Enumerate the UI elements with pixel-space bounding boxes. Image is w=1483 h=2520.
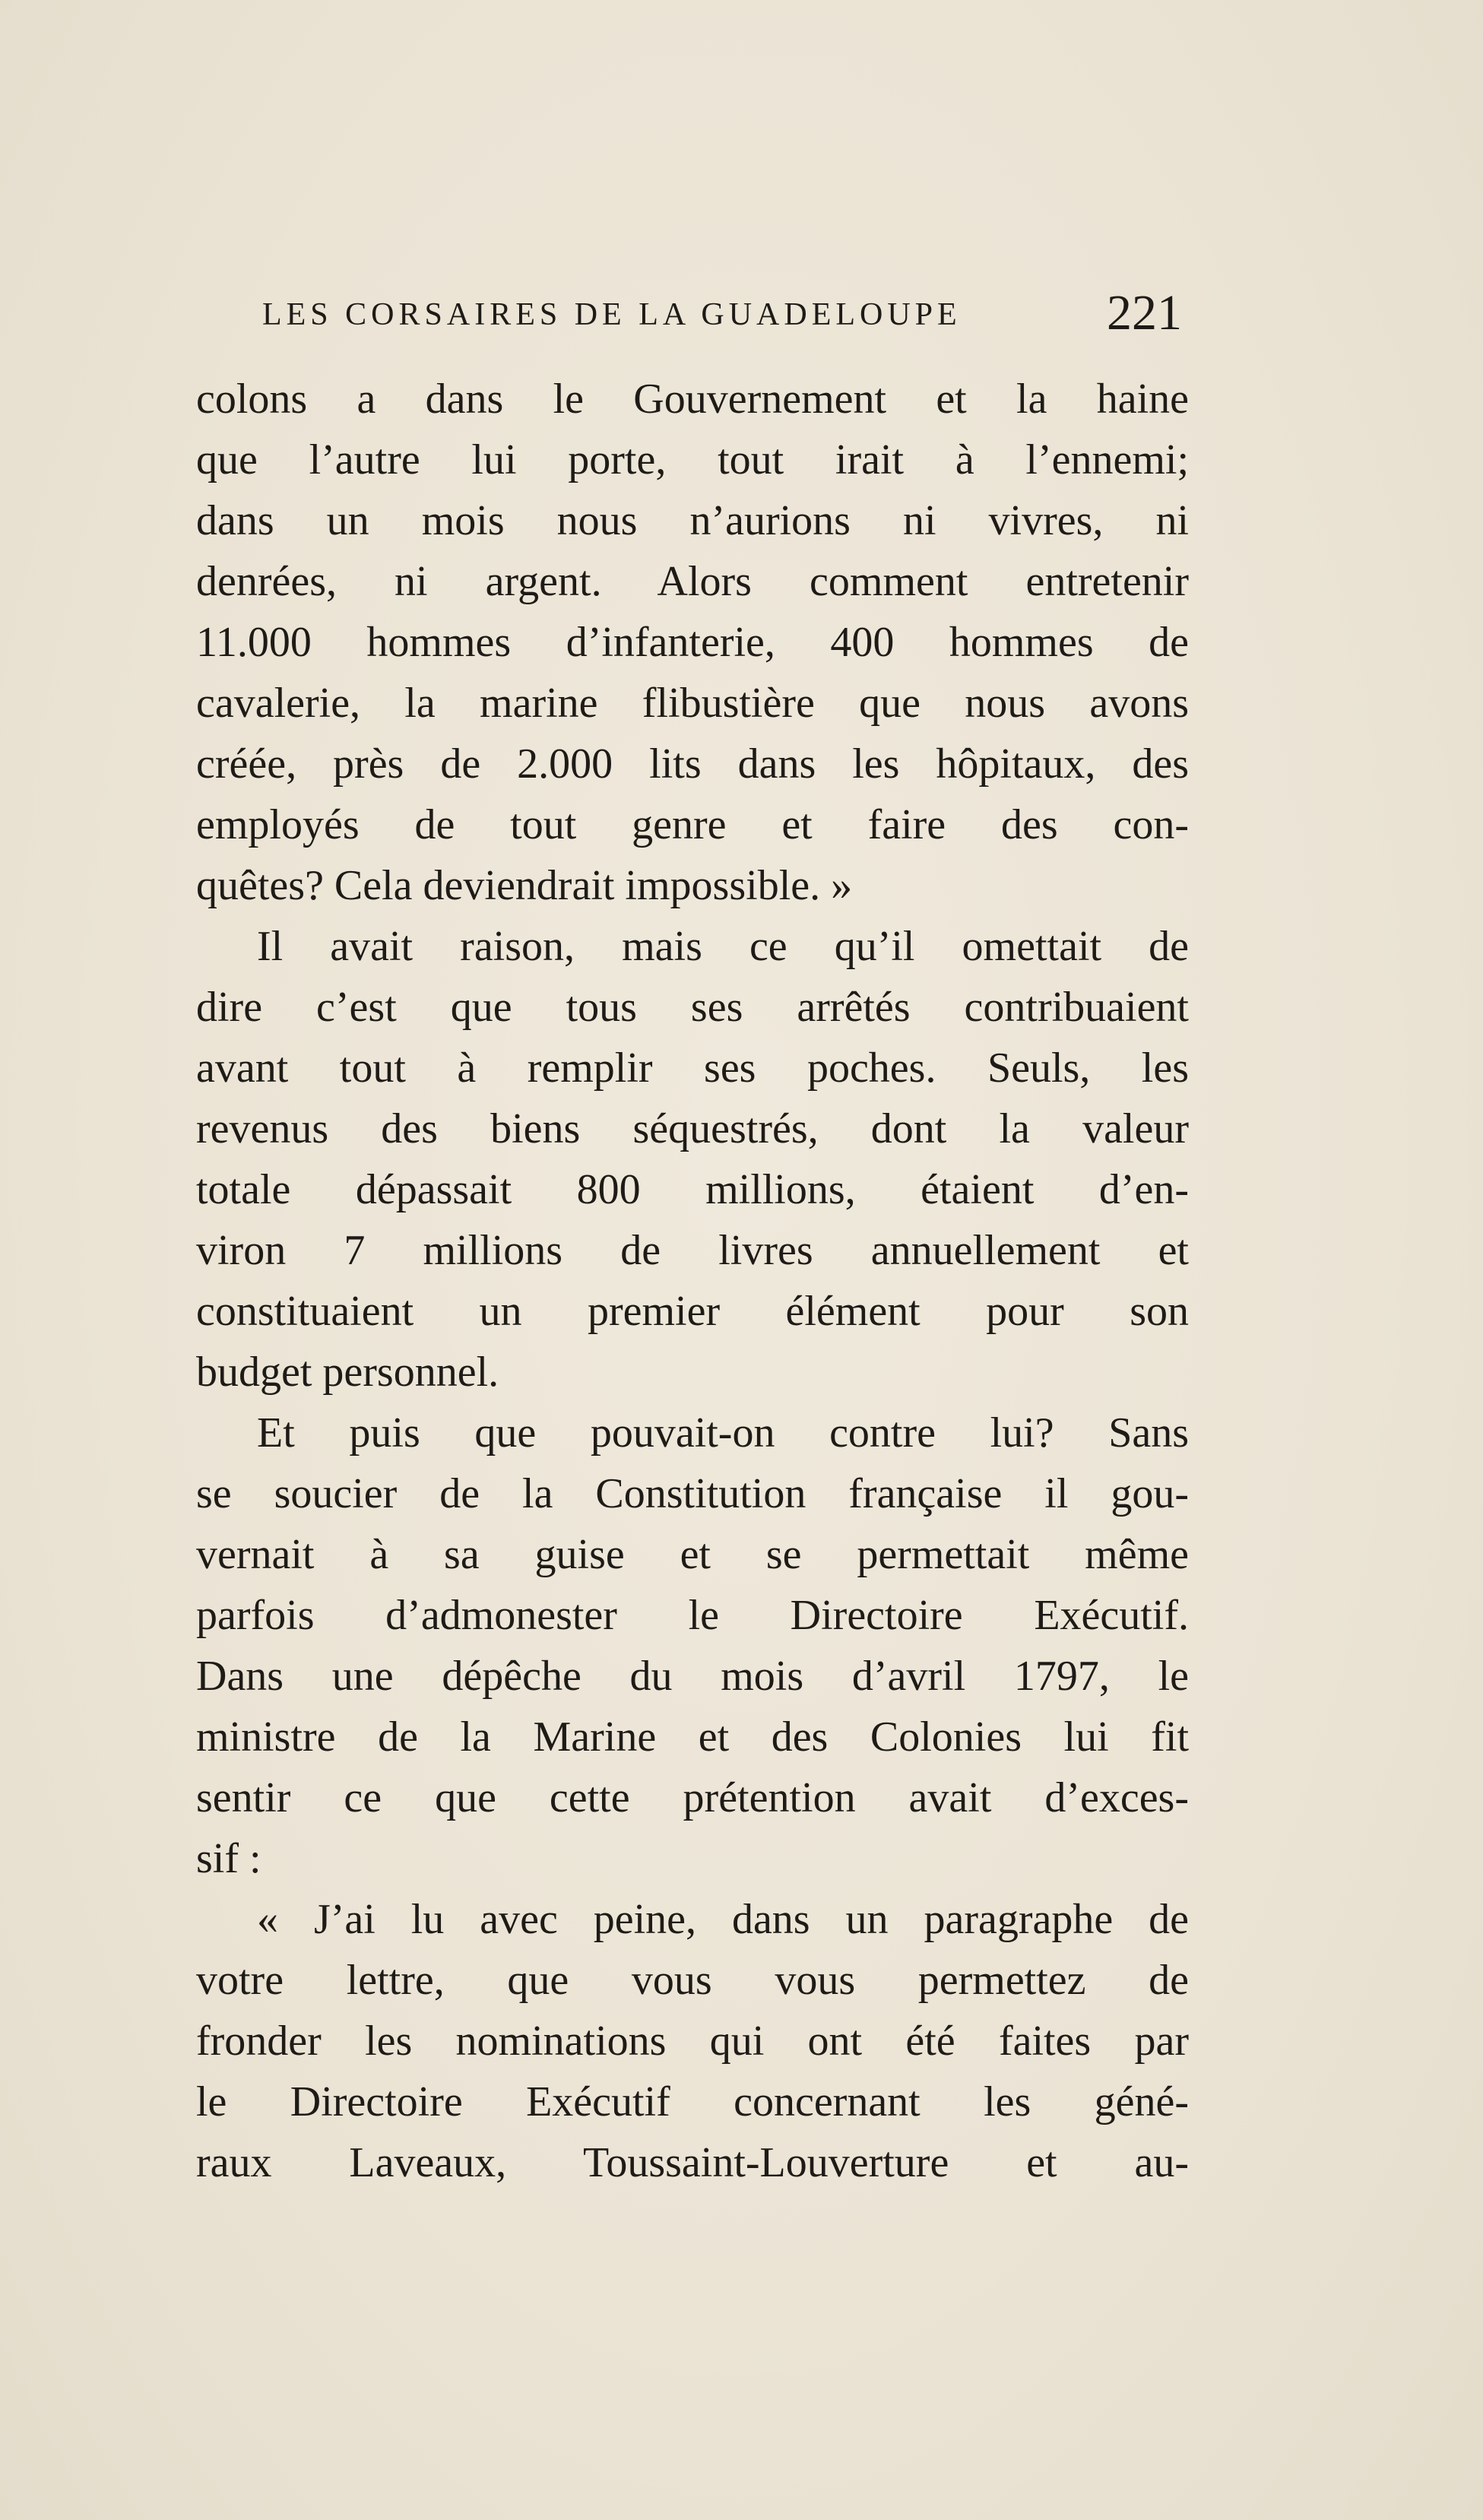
text-line: parfois d’admonester le Directoire Exécutif. — [196, 1592, 1189, 1639]
text-line: denrées, ni argent. Alors comment entretenir — [196, 558, 1189, 605]
running-title: LES CORSAIRES DE LA GUADELOUPE — [262, 297, 962, 332]
text-line: colons a dans le Gouvernement et la haine — [196, 376, 1189, 423]
page-number: 221 — [1107, 285, 1182, 341]
text-line: Dans une dépêche du mois d’avril 1797, le — [196, 1653, 1189, 1700]
text-line: cavalerie, la marine flibustière que nous avons — [196, 680, 1189, 727]
running-head — [262, 283, 1182, 344]
text-line: se soucier de la Constitution française il gou- — [196, 1470, 1189, 1517]
text-line: budget personnel. — [196, 1349, 499, 1396]
text-line: fronder les nominations qui ont été faites par — [196, 2018, 1189, 2065]
text-line: Et puis que pouvait-on contre lui? Sans — [257, 1409, 1189, 1457]
text-line: employés de tout genre et faire des con- — [196, 801, 1189, 848]
text-line: 11.000 hommes d’infanterie, 400 hommes de — [196, 619, 1189, 666]
text-line: revenus des biens séquestrés, dont la valeur — [196, 1105, 1189, 1152]
text-line: dans un mois nous n’aurions ni vivres, ni — [196, 497, 1189, 544]
body-text — [196, 369, 1189, 2193]
text-line: Il avait raison, mais ce qu’il omettait de — [257, 923, 1189, 970]
text-line: votre lettre, que vous vous permettez de — [196, 1957, 1189, 2004]
text-line: que l’autre lui porte, tout irait à l’ennemi; — [196, 436, 1189, 483]
text-line: vernait à sa guise et se permettait même — [196, 1531, 1189, 1578]
text-line: « J’ai lu avec peine, dans un paragraphe de — [257, 1896, 1189, 1943]
text-line: sentir ce que cette prétention avait d’exces- — [196, 1774, 1189, 1821]
text-line: constituaient un premier élément pour son — [196, 1288, 1189, 1335]
text-line: sif : — [196, 1835, 261, 1882]
text-line: dire c’est que tous ses arrêtés contribuaient — [196, 984, 1189, 1031]
text-line: ministre de la Marine et des Colonies lui fit — [196, 1713, 1189, 1761]
text-line: le Directoire Exécutif concernant les géné- — [196, 2078, 1189, 2125]
text-line: créée, près de 2.000 lits dans les hôpitaux, des — [196, 740, 1189, 788]
text-line: viron 7 millions de livres annuellement et — [196, 1227, 1189, 1274]
text-line: avant tout à remplir ses poches. Seuls, les — [196, 1044, 1189, 1092]
text-line: totale dépassait 800 millions, étaient d’en- — [196, 1166, 1189, 1213]
text-line: quêtes? Cela deviendrait impossible. » — [196, 862, 853, 909]
text-line: raux Laveaux, Toussaint-Louverture et au- — [196, 2139, 1189, 2186]
